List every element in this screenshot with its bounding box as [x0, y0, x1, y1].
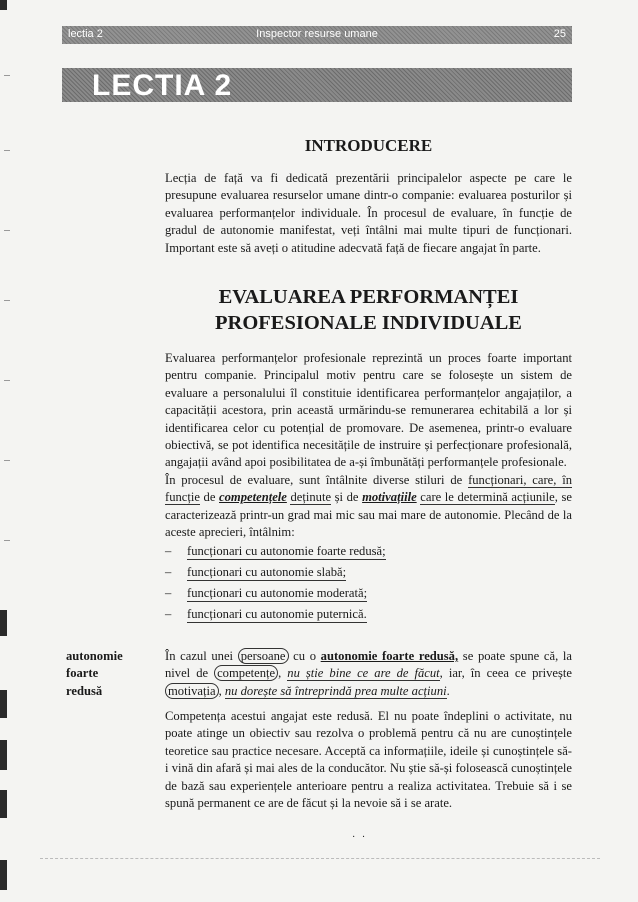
page-number: 25 [553, 28, 566, 40]
list-item-text: funcționari cu autonomie slabă; [187, 565, 347, 579]
trailing-dots: · · [352, 832, 368, 843]
lesson-banner [62, 68, 572, 102]
styles-text-k: , se caracterizează printr-un grad mai mic sau mai mare de autonomie. Plecând de la aceste aprecieri, întâlnim: [165, 490, 573, 540]
low-text-a: În cazul unei [165, 649, 238, 663]
scan-tick [4, 230, 10, 231]
term-very-low-autonomy: autonomie foarte redusă, [320, 649, 459, 663]
list-dash: – [165, 565, 172, 579]
margin-note-line3: redusă [66, 683, 103, 698]
low-text-m: . [446, 683, 450, 698]
low-text-b: persoane [238, 648, 289, 664]
low-text-i: , iar, în ceea ce privește [439, 666, 572, 681]
list-item-text: funcționari cu autonomie moderată; [187, 586, 368, 600]
scan-tick [4, 380, 10, 381]
intro-paragraph: Lecția de față va fi dedicată prezentării principalelor aspecte pe care le presupune evaluarea resurselor umane dintr-o companie: evaluarea posturilor și evaluarea performanțelor individuale. În procesul de evaluare, în funcție de gradul de autonomie manifestat, veți întâlni mai multe tipuri de funcționari. Important este să aveți o atitudine adecvată față de fiecare angajat în parte. [165, 171, 572, 255]
header-lesson-label: lectia 2 [68, 28, 103, 40]
styles-text-g: și de [331, 490, 363, 505]
list-dash: – [165, 586, 172, 600]
margin-note-line2: foarte [66, 666, 99, 681]
scan-tick [4, 540, 10, 541]
scan-tick [4, 300, 10, 301]
styles-text-b: funcționari, care, în funcție [165, 473, 572, 505]
styles-text-c: de [199, 490, 220, 505]
list-dash: – [165, 544, 172, 558]
styles-text-j: care le determină acțiunile [420, 490, 555, 505]
term-competences: competențele [219, 490, 287, 505]
intro-heading: INTRODUCERE [304, 136, 433, 155]
scan-tick [4, 460, 10, 461]
low-text-g: , [278, 666, 288, 681]
styles-paragraph [165, 472, 572, 542]
list-item [165, 607, 572, 628]
list-item [165, 565, 572, 586]
list-item [165, 544, 572, 565]
scan-margin-mark [0, 860, 7, 890]
low-text-j: motivația [165, 683, 219, 699]
header-course-title: Inspector resurse umane [256, 28, 378, 40]
low-text-l: nu dorește să întreprindă prea multe acțiuni [224, 683, 447, 698]
scan-tick [4, 75, 10, 76]
scan-margin-mark [0, 0, 7, 10]
autonomy-types-list [165, 544, 572, 628]
low-autonomy-paragraph [165, 648, 572, 700]
low-text-c: cu o [288, 649, 321, 663]
styles-text-f: deținute [290, 490, 332, 505]
lesson-title: LECTIA 2 [92, 69, 233, 102]
running-header [62, 26, 572, 44]
low-text-k: , [218, 683, 225, 698]
scan-margin-mark [0, 740, 7, 770]
styles-text-a: În procesul de evaluare, sunt întâlnite diverse stiluri de [165, 473, 469, 487]
low-text-h: nu știe bine ce are de făcut [287, 666, 440, 681]
list-dash: – [165, 607, 172, 621]
scan-margin-mark [0, 610, 7, 636]
margin-note-line1: autonomie [66, 649, 123, 663]
competence-paragraph: Competența acestui angajat este redusă. El nu poate îndeplini o activitate, nu poate atinge un obiectiv sau rezolva o problemă pentru că nu are cunoștințele teoretice sau practice necesare. Acceptă ca informațiile, ideile și cunoștințele să-i vină din afară și mai ales de la conducător. Nu știe să-și folosească cunoștințele de bază sau experiențele anterioare pentru a realiza activitatea. Trebuie să i se spună permanent ce are de făcut și la nevoie să i se arate. [165, 709, 572, 811]
scan-margin-mark [0, 690, 7, 718]
section-heading-line1: EVALUAREA PERFORMANȚEI [218, 286, 519, 308]
evaluation-paragraph: Evaluarea performanțelor profesionale reprezintă un proces foarte important pentru companie. Principalul motiv pentru care se folosește un sistem de evaluare a personalului îl constituie identificarea performanțelor angajaților, a capacității acestora, prin această urmărindu-se remunerarea echitabilă a lor și identificarea celor cu potențial de promovare. De asemenea, printr-o evaluare obiectivă, se pot identifica necesitățile de instruire și perfecționare profesională, angajații având apoi posibilitatea de a-și îmbunătăți performanțele profesionale. [165, 351, 572, 470]
list-item [165, 586, 572, 607]
margin-note [66, 648, 146, 700]
section-heading [165, 284, 572, 336]
scan-tick [4, 150, 10, 151]
low-text-e: se poate spune că, la nivel de [165, 649, 573, 681]
term-motivations: motivațiile [362, 490, 417, 505]
list-item-text: funcționari cu autonomie puternică. [187, 607, 367, 621]
section-heading-line2: PROFESIONALE INDIVIDUALE [215, 312, 522, 334]
list-item-text: funcționari cu autonomie foarte redusă; [187, 544, 386, 558]
low-text-f: competențe [214, 665, 278, 681]
scan-margin-mark [0, 790, 7, 818]
scan-edge-line [40, 858, 600, 859]
